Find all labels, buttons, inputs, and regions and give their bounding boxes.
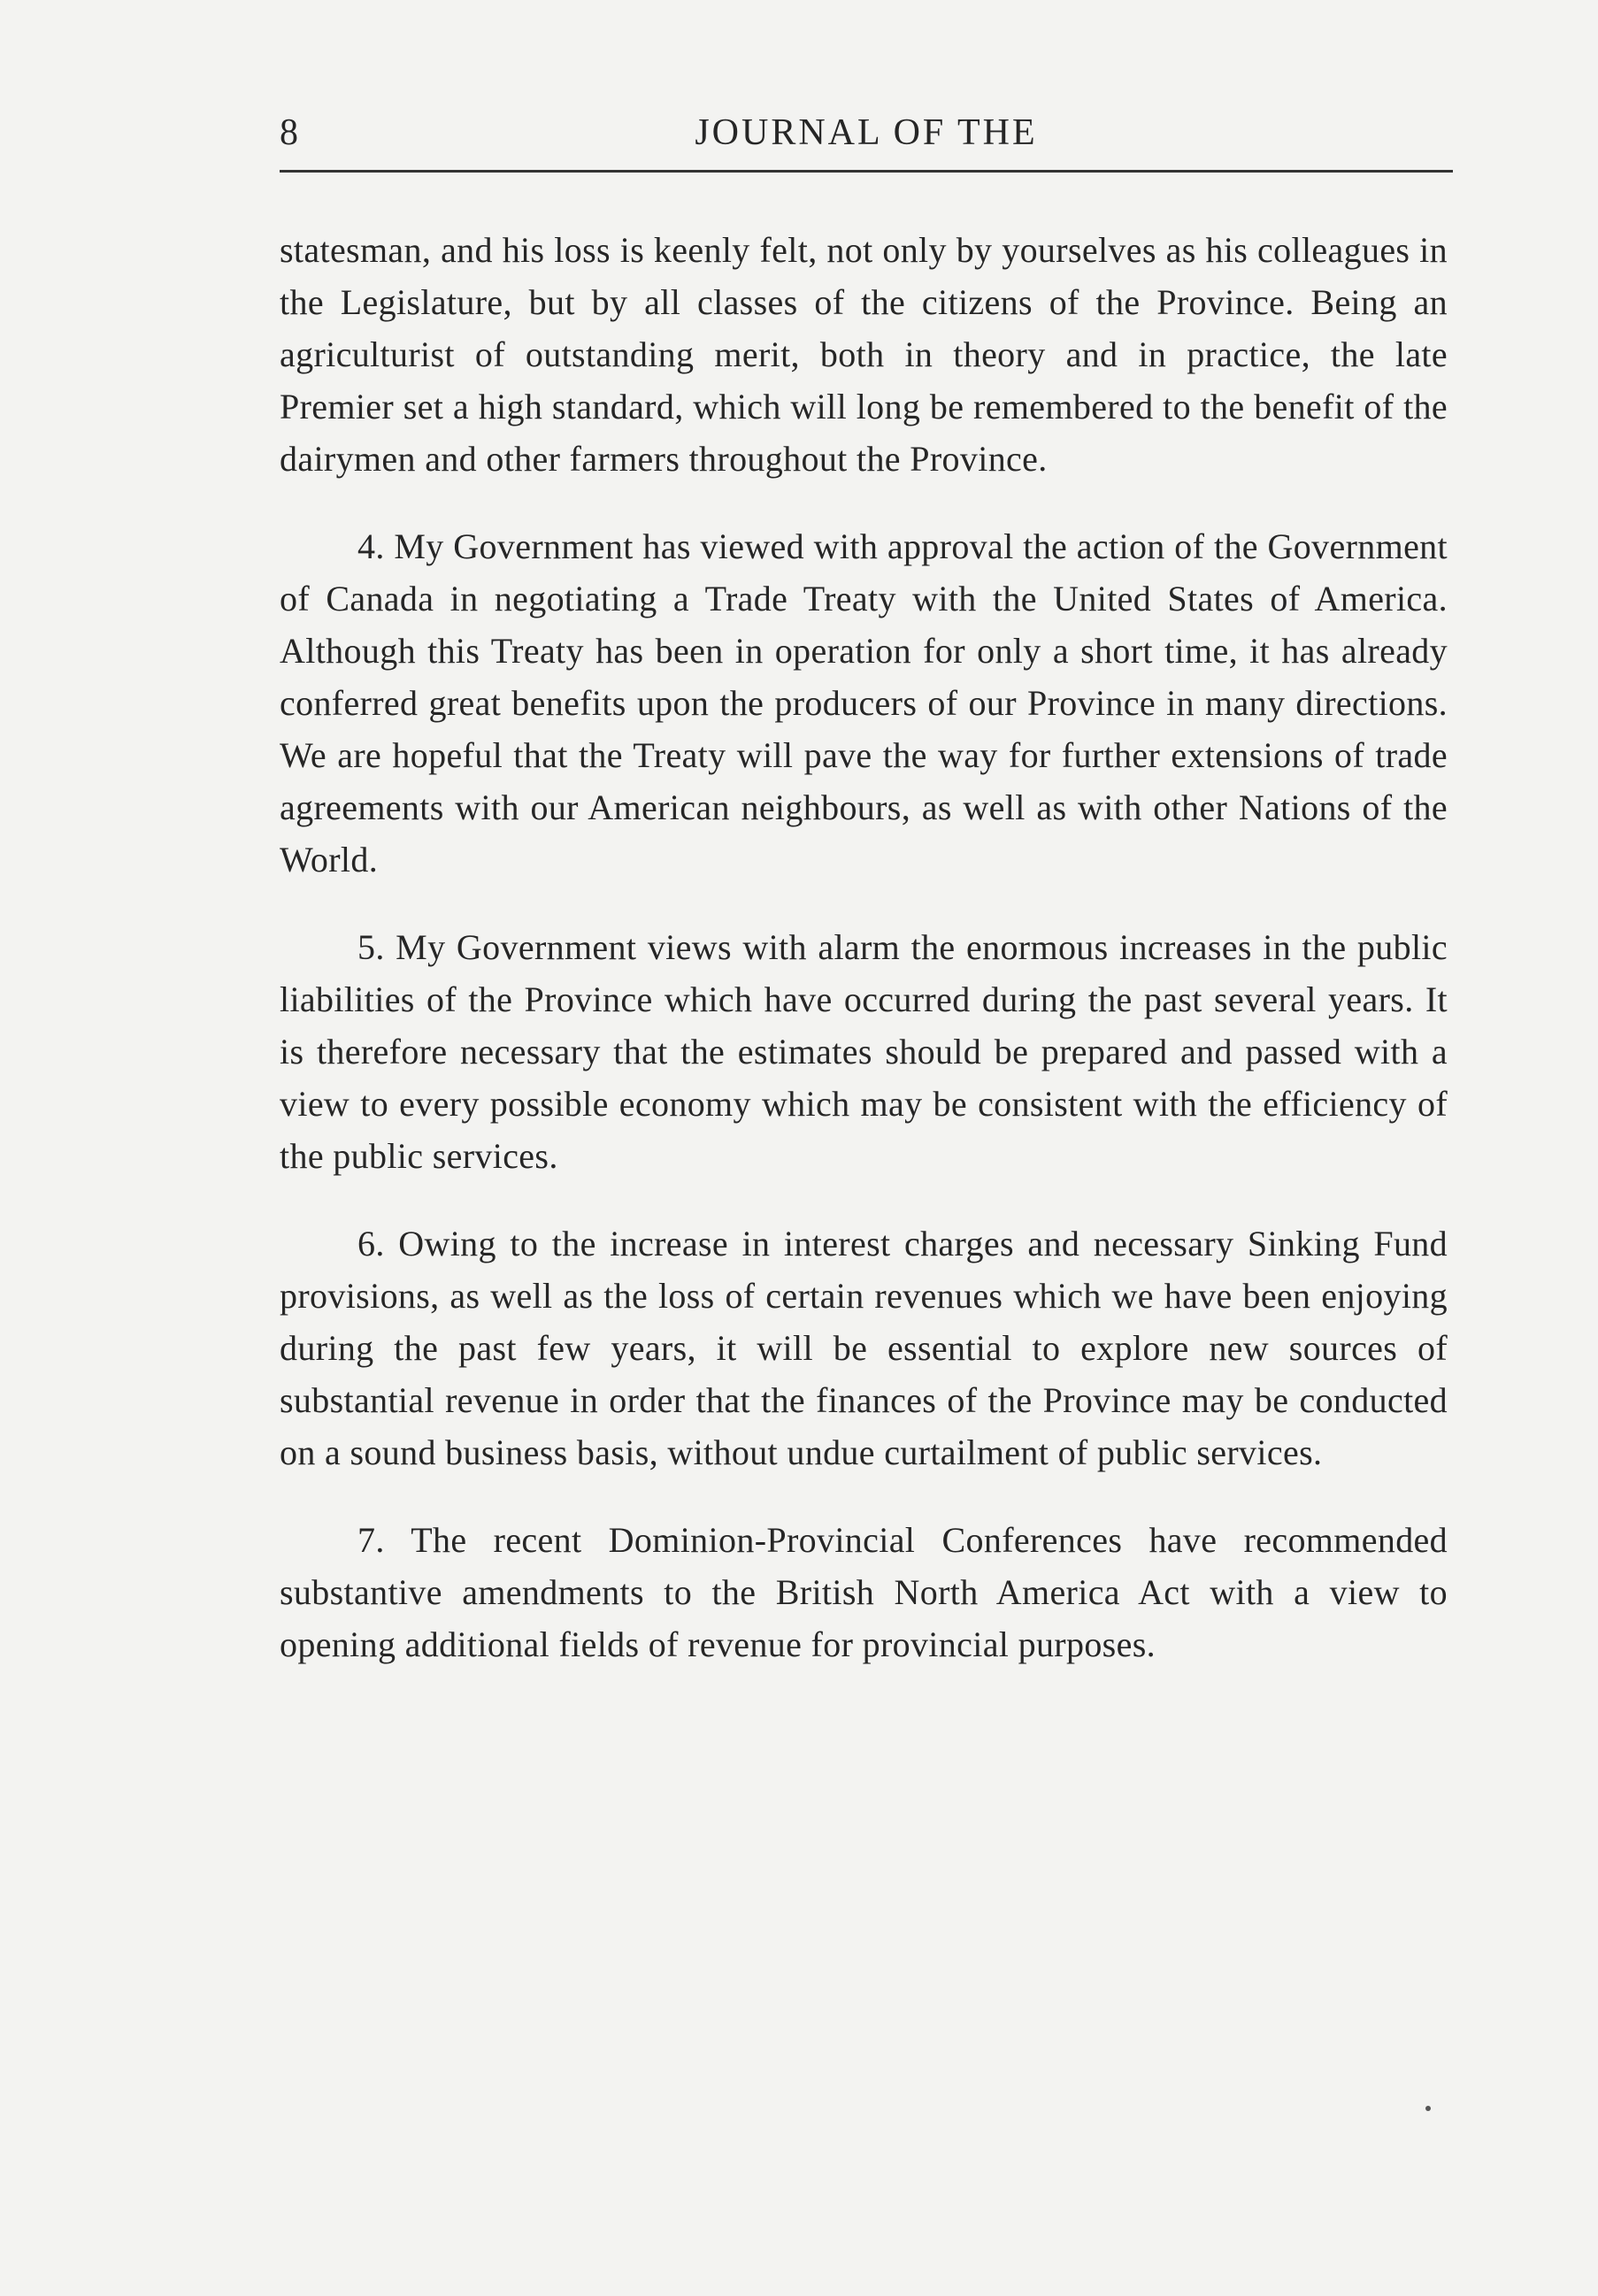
- paragraph-7: 7. The recent Dominion-Provincial Conferences have recommended substantive amendments to the British North America Act with a view to opening additional fields of revenue for provincial purposes.: [280, 1520, 1448, 1664]
- journal-title: JOURNAL OF THE: [695, 112, 1038, 153]
- paragraph-continued: statesman, and his loss is keenly felt, not only by yourselves as his colleagues in the Legislature, but by all classes of the citizens of the Province. Being an agriculturist of outstanding merit, both in theory and in practice, the late Premier set a high standard, which will long be remembered to the benefit of the dairymen and other farmers throughout the Province.: [280, 230, 1448, 479]
- running-head: [280, 104, 1453, 161]
- page-number: 8: [280, 112, 299, 153]
- body-text: [280, 224, 1448, 1706]
- paragraph-4: 4. My Government has viewed with approval the action of the Government of Canada in negotiating a Trade Treaty with the United States of America. Although this Treaty has been in operation for only a short time, it has already conferred great benefits upon the producers of our Province in many directions. We are hopeful that the Treaty will pave the way for further extensions of trade agreements with our American neighbours, as well as with other Nations of the World.: [280, 526, 1448, 879]
- paragraph-6: 6. Owing to the increase in interest charges and necessary Sinking Fund provisions, as well as the loss of certain revenues which we have been enjoying during the past few years, it will be essential to explore new sources of substantial revenue in order that the finances of the Province may be conducted on a sound business basis, without undue curtailment of public services.: [280, 1224, 1448, 1472]
- page-speck: [1425, 2106, 1431, 2111]
- paragraph-5: 5. My Government views with alarm the enormous increases in the public liabilities of the Province which have occurred during the past several years. It is therefore necessary that the estimates should be prepared and passed with a view to every possible economy which may be consistent with the efficiency of the public services.: [280, 927, 1448, 1176]
- header-rule: [280, 170, 1453, 173]
